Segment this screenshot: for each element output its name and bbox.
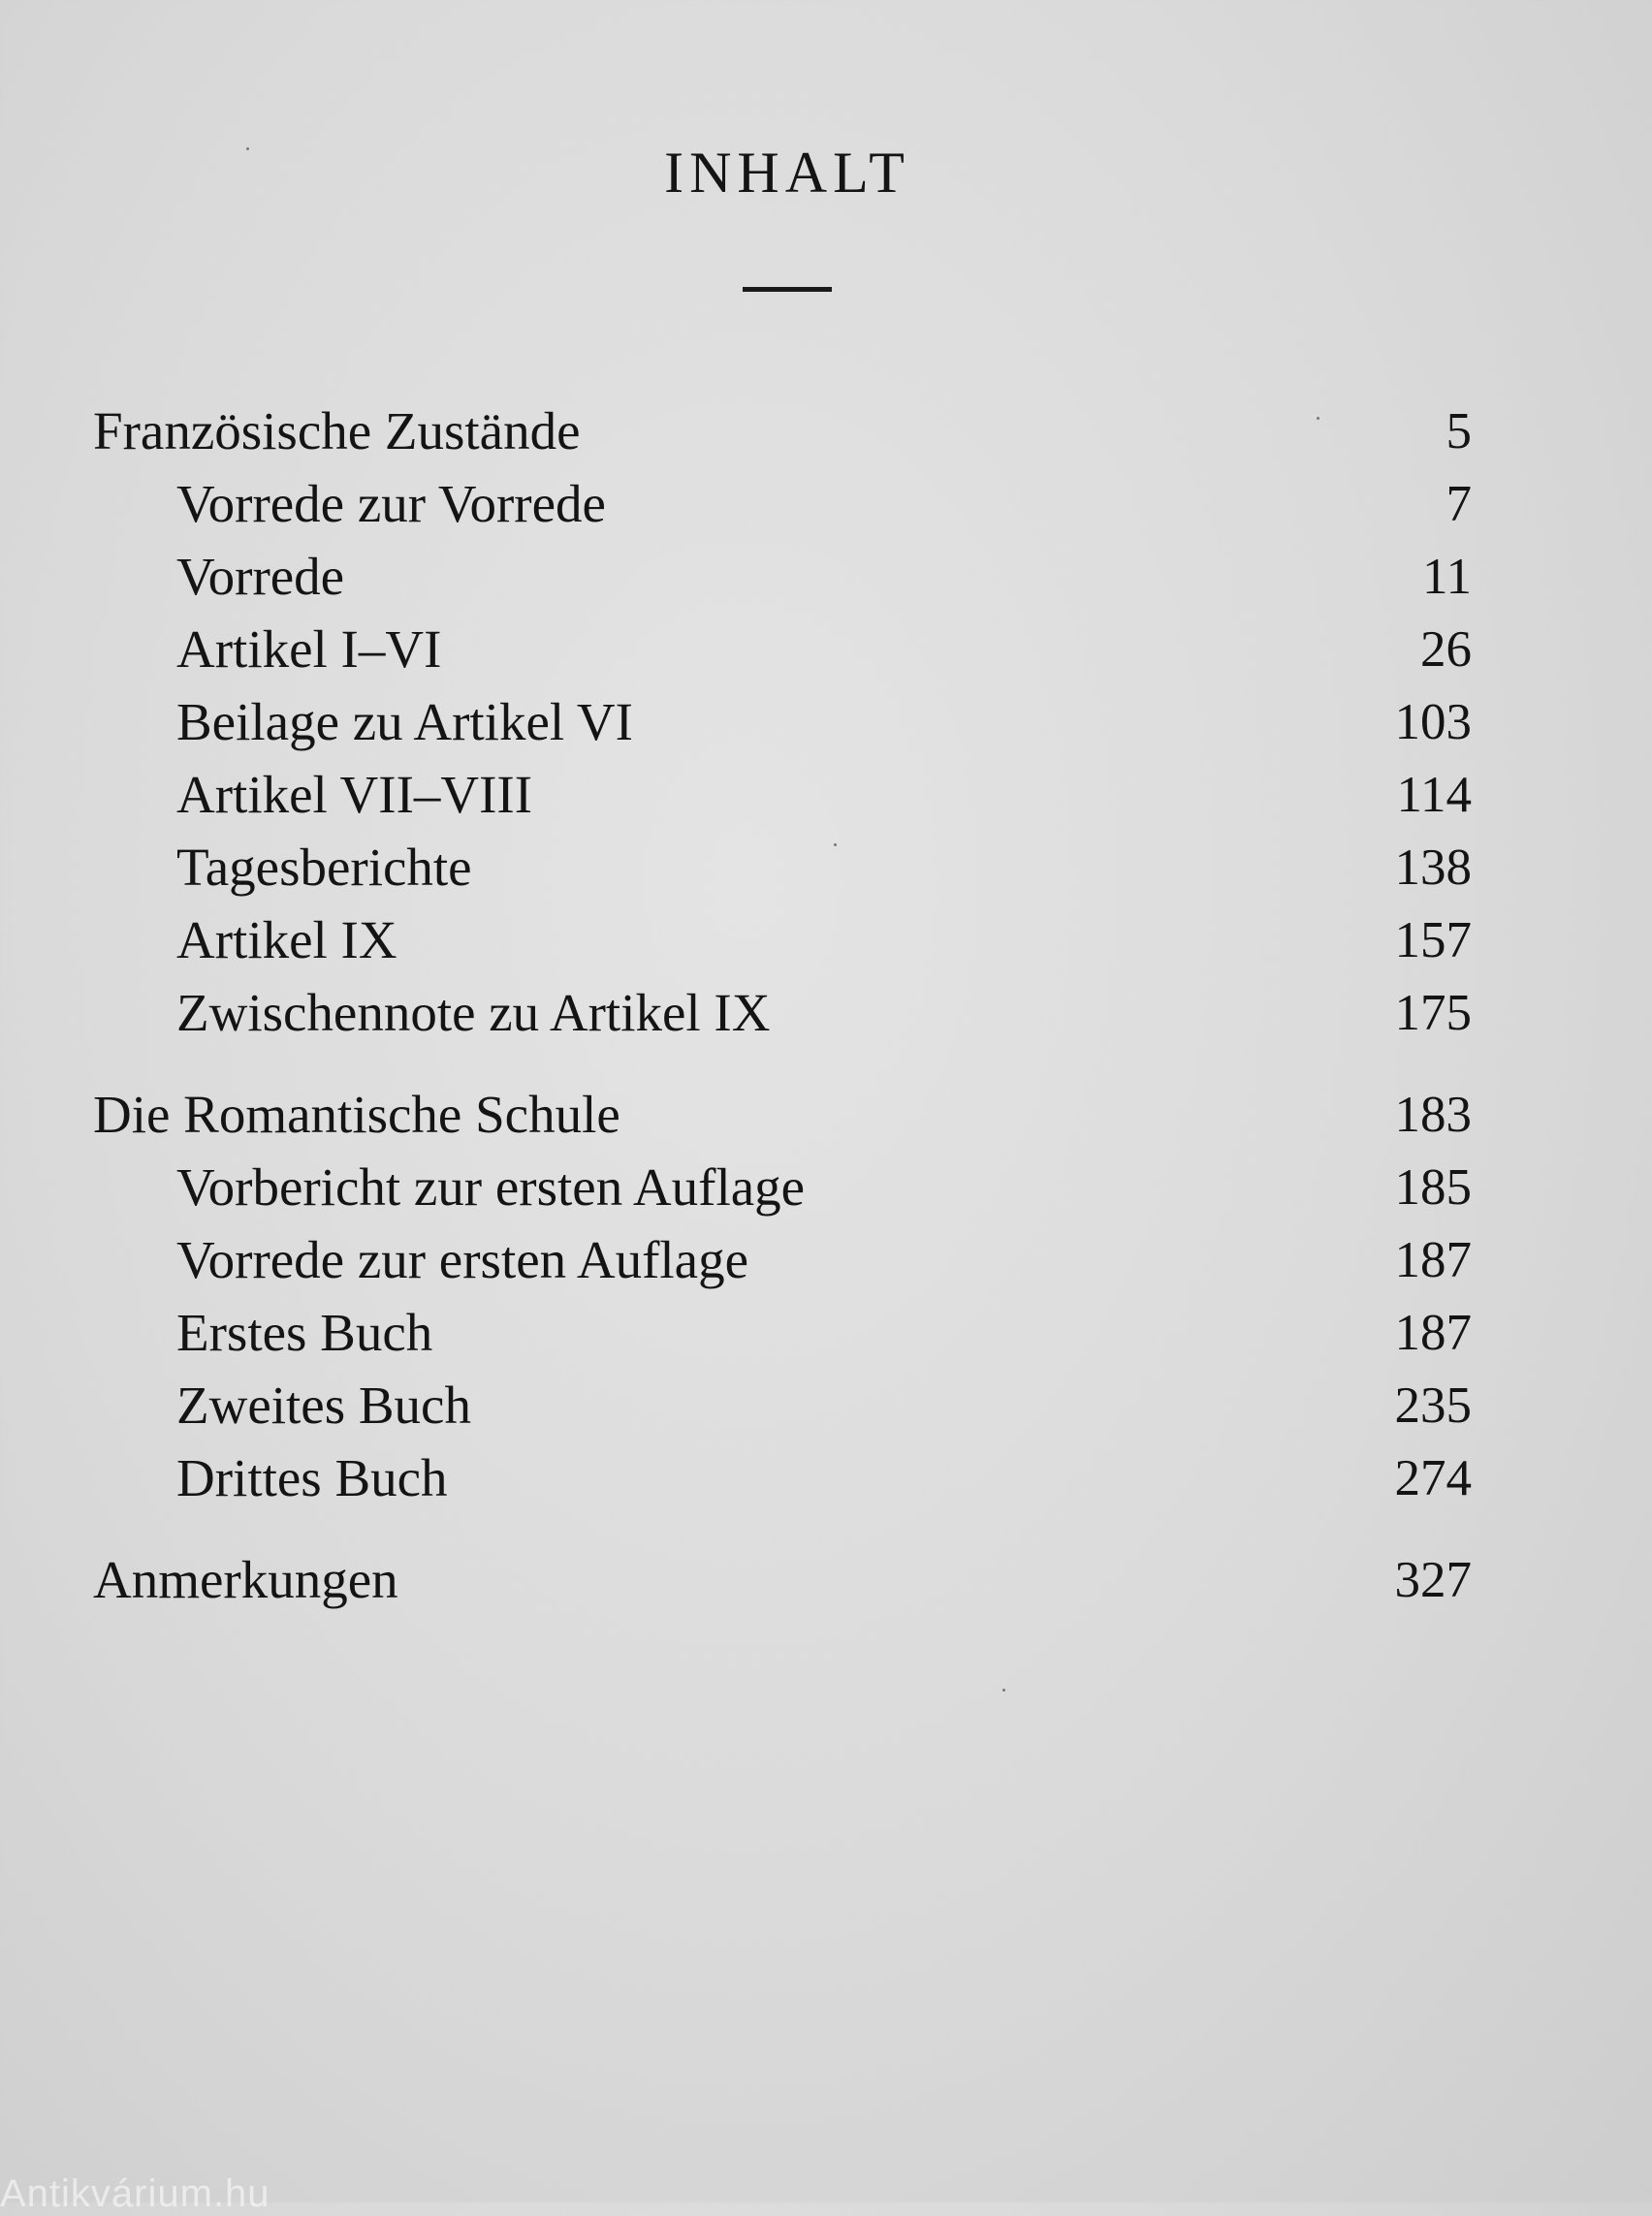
toc-entry-title: Vorrede — [176, 547, 345, 606]
toc-entry-page: 175 — [1394, 985, 1472, 1041]
toc-entry-page: 187 — [1394, 1232, 1472, 1288]
toc-entry-title: Drittes Buch — [176, 1448, 448, 1507]
toc-entry-title: Zwischennote zu Artikel IX — [176, 983, 771, 1042]
toc-entry-vorrede-erste-auflage — [0, 1226, 1652, 1294]
toc-entry-page: 103 — [1394, 694, 1472, 750]
toc-entry-title: Vorbericht zur ersten Auflage — [176, 1157, 806, 1217]
toc-entry-anmerkungen — [0, 1546, 1652, 1614]
toc-entry-title: Artikel IX — [176, 910, 397, 969]
toc-entry-page: 5 — [1446, 403, 1472, 459]
toc-entry-erstes-buch — [0, 1299, 1652, 1367]
toc-entry-artikel-vii-viii — [0, 761, 1652, 829]
toc-entry-die-romantische-schule — [0, 1081, 1652, 1149]
toc-entry-beilage-zu-artikel-vi — [0, 688, 1652, 756]
toc-entry-page: 327 — [1394, 1552, 1472, 1608]
toc-entry-vorrede-zur-vorrede — [0, 470, 1652, 538]
toc-entry-artikel-ix — [0, 906, 1652, 974]
toc-entry-drittes-buch — [0, 1444, 1652, 1512]
paper-speck — [1317, 417, 1319, 420]
toc-entry-page: 185 — [1394, 1159, 1472, 1216]
toc-entry-tagesberichte — [0, 834, 1652, 902]
toc-entry-page: 7 — [1446, 476, 1472, 532]
paper-speck — [246, 147, 249, 150]
toc-entry-zwischennote — [0, 979, 1652, 1047]
watermark: Antikvárium.hu — [0, 2172, 270, 2215]
toc-entry-title: Zweites Buch — [176, 1376, 471, 1435]
toc-entry-page: 274 — [1394, 1450, 1472, 1506]
toc-entry-page: 26 — [1420, 621, 1472, 678]
toc-entry-page: 157 — [1394, 912, 1472, 968]
toc-entry-page: 235 — [1394, 1377, 1472, 1434]
toc-entry-franzoesische-zustaende — [0, 397, 1652, 465]
toc-entry-title: Beilage zu Artikel VI — [176, 692, 633, 751]
toc-entry-title: Artikel VII–VIII — [176, 765, 533, 824]
toc-entry-title: Artikel I–VI — [176, 619, 442, 679]
toc-entry-title: Vorrede zur ersten Auflage — [176, 1230, 748, 1289]
toc-entry-title: Vorrede zur Vorrede — [176, 474, 606, 533]
toc-entry-vorbericht — [0, 1154, 1652, 1221]
toc-entry-zweites-buch — [0, 1372, 1652, 1440]
toc-entry-title: Französische Zustände — [93, 401, 581, 460]
toc-entry-title: Tagesberichte — [176, 838, 472, 897]
toc-entry-page: 114 — [1396, 767, 1472, 823]
toc-entry-title: Erstes Buch — [176, 1303, 433, 1362]
toc-entry-vorrede — [0, 543, 1652, 611]
toc-entry-page: 187 — [1394, 1305, 1472, 1361]
paper-speck — [834, 843, 837, 846]
paper-speck — [1002, 1689, 1005, 1692]
toc-entry-title: Anmerkungen — [93, 1550, 398, 1609]
toc-entry-page: 11 — [1421, 549, 1472, 605]
toc-entry-page: 183 — [1394, 1087, 1472, 1143]
toc-entry-page: 138 — [1394, 839, 1472, 896]
page-title: INHALT — [664, 141, 910, 205]
toc-entry-artikel-i-vi — [0, 616, 1652, 683]
toc-entry-title: Die Romantische Schule — [93, 1085, 620, 1144]
